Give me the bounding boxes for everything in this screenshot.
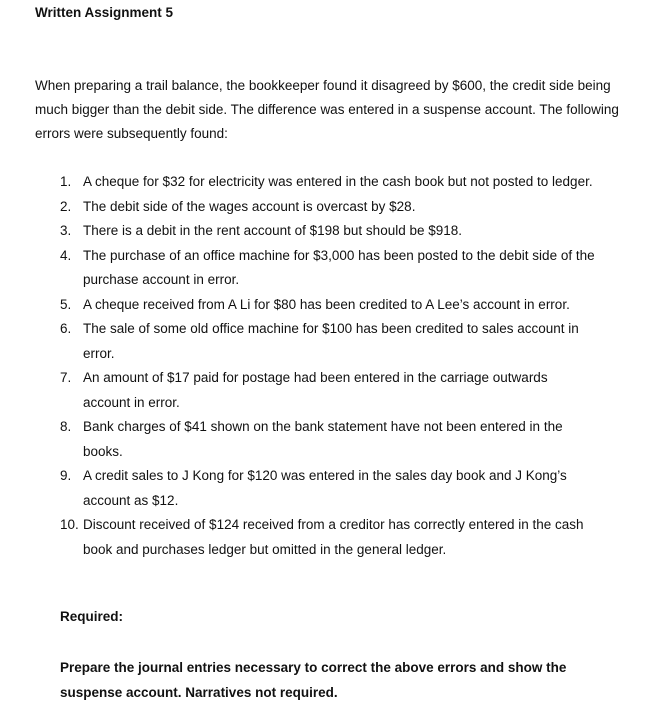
list-item-number: 6. xyxy=(60,321,72,336)
list-item-text: A cheque for $32 for electricity was entered in the cash book but not posted to ledger. xyxy=(83,174,593,189)
list-item-number: 2. xyxy=(60,198,72,214)
list-item-text: Discount received of $124 received from a creditor has correctly entered in the cash book and purchases ledger but omitted in the general ledger. xyxy=(83,517,584,557)
list-item-number: 4. xyxy=(60,247,72,263)
list-item-text: The debit side of the wages account is overcast by $28. xyxy=(83,198,416,214)
list-item-text: The purchase of an office machine for $3,000 has been posted to the debit side of the purchase account in error. xyxy=(83,247,595,287)
list-item-text: A credit sales to J Kong for $120 was entered in the sales day book and J Kong’s account as $12. xyxy=(83,468,567,508)
list-item xyxy=(0,464,595,513)
list-item-number: 10. xyxy=(60,517,79,532)
list-item-text: Bank charges of $41 shown on the bank statement have not been entered in the books. xyxy=(83,419,563,459)
list-item xyxy=(0,366,595,415)
list-item xyxy=(0,293,595,318)
list-item-number: 9. xyxy=(60,468,72,483)
list-item-number: 8. xyxy=(60,419,72,434)
required-heading: Required: xyxy=(60,609,124,624)
list-item-number: 3. xyxy=(60,223,72,238)
list-item xyxy=(0,170,595,195)
list-item-number: 1. xyxy=(60,174,72,189)
instruction-text: Prepare the journal entries necessary to correct the above errors and show the suspense account. Narratives not required. xyxy=(60,660,567,700)
list-item xyxy=(0,195,595,220)
list-item xyxy=(0,219,595,244)
list-item-number: 5. xyxy=(60,296,72,312)
errors-list xyxy=(0,170,668,562)
list-item xyxy=(0,415,595,464)
list-item-text: The sale of some old office machine for $100 has been credited to sales account in error. xyxy=(83,321,579,361)
assignment-title: Written Assignment 5 xyxy=(35,5,174,20)
list-item-text: An amount of $17 paid for postage had been entered in the carriage outwards account in error. xyxy=(83,370,548,410)
list-item-text: There is a debit in the rent account of $198 but should be $918. xyxy=(83,223,463,238)
list-item xyxy=(0,513,595,562)
list-item xyxy=(0,244,595,293)
list-item-number: 7. xyxy=(60,370,72,385)
list-item xyxy=(0,317,595,366)
intro-paragraph: When preparing a trail balance, the bookkeeper found it disagreed by $600, the credit side being much bigger than the debit side. The difference was entered in a suspense account. The following errors were subsequently found: xyxy=(35,78,619,141)
list-item-text: A cheque received from A Li for $80 has been credited to A Lee’s account in error. xyxy=(83,296,570,312)
